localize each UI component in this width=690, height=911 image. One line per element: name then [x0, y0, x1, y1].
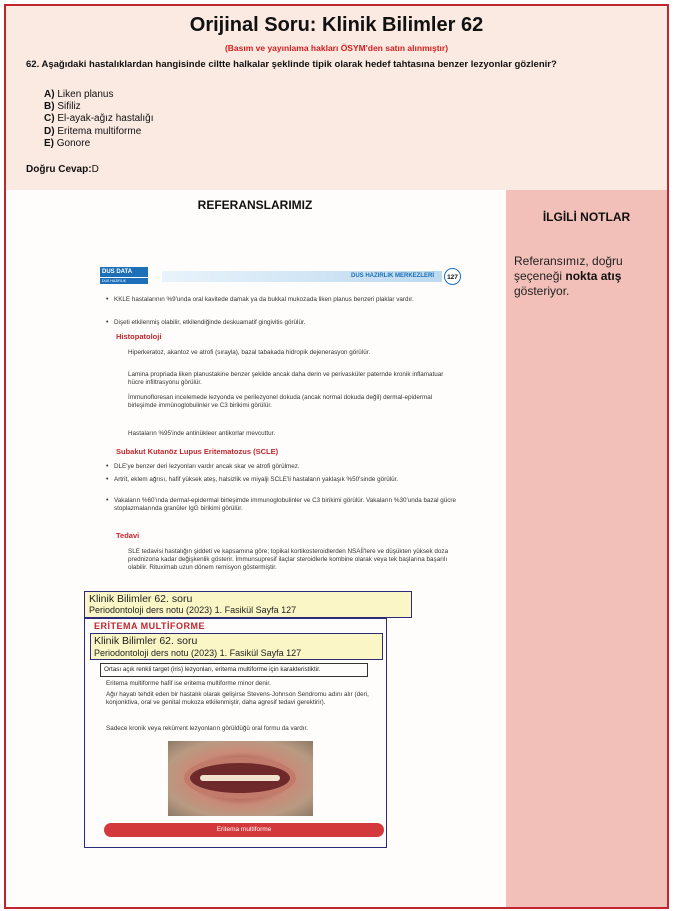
section-heading-histopatoloji: Histopatoloji: [116, 332, 162, 341]
book-page-scan: [92, 264, 467, 591]
references-heading: REFERANSLARIMIZ: [197, 198, 313, 212]
section-heading-eritema: ERİTEMA MULTİFORME: [94, 621, 205, 631]
paragraph: SLE tedavisi hastalığın şiddeti ve kapsamına göre; topikal kortikosteroidlerden NSAİİ'lere ve düşükten yüksek doza prednizona kadar değişkenlik gösterir. İmmunsupresif ilaçlar steroidlerle kombine olarak veya tek başlarına başarılı olabilir. Rituximab uzun dönem remisyon göstermiştir.: [128, 548, 449, 572]
paragraph: Hastaların %95'inde antinükleer antikorlar mevcuttur.: [128, 430, 276, 437]
notes-text: Referansımız, doğru şeçeneği nokta atış gösteriyor.: [514, 254, 623, 298]
paragraph: Eritema multiforme hafif ise eritema multiforme minor denir.: [106, 680, 271, 687]
photo-caption: Eritema multiforme: [104, 823, 384, 837]
section-heading-tedavi: Tedavi: [116, 531, 140, 540]
highlighted-sentence: Ortası açık renkli target (iris) lezyonları, eritema multiforme için karakteristiktir.: [100, 663, 368, 677]
option-c: C) El-ayak-ağız hastalığı: [44, 113, 154, 125]
option-b: B) Sifiliz: [44, 101, 81, 113]
bullet-item: • DLE'ye benzer deri lezyonları vardır ancak skar ve atrofi görülmez.: [114, 463, 459, 471]
bullet-item: • Artrit, eklem ağrısı, hafif yüksek ateş, halsizlik ve miyalji SCLE'li hastaların yaklaşık %50'sinde görülür.: [114, 476, 459, 484]
dusdata-logo: DUS DATA DUS HAZIRLIK MERKEZLERİ: [100, 267, 148, 285]
paragraph: Lamina propriada liken planustakine benzer şekilde ancak daha derin ve perivasküler paternde kronik inflamatuar hücre infiltrasyonu görülür.: [128, 371, 444, 387]
bullet-item: • KKLE hastalarının %9'unda oral kavitede damak ya da bukkal mukozada liken planus benzeri plaklar vardır.: [114, 296, 459, 304]
option-d: D) Eritema multiforme: [44, 125, 142, 137]
paragraph: Ağır hayatı tehdit eden bir hastalık olarak gelişirse Stevens-Johnson Sendromu adını alır (deri, konjonktiva, oral ve genital mukoza etkilenmiştir, daha agresif tedavi gerektirir).: [106, 691, 369, 707]
copyright-note: (Basım ve yayınlama hakları ÖSYM'den satın alınmıştır): [224, 43, 449, 53]
option-e: E) Gonore: [44, 137, 91, 149]
book-banner: DUS HAZIRLIK MERKEZLERİ: [162, 271, 442, 282]
section-heading-scle: Subakut Kutanöz Lupus Eritematozus (SCLE): [116, 447, 279, 456]
page-number: 127: [444, 268, 461, 285]
question-text: 62. Aşağıdaki hastalıklardan hangisinde ciltte halkalar şeklinde tipik olarak hedef tahtasına benzer lezyonlar gözlenir?: [26, 59, 557, 70]
page-title: Orijinal Soru: Klinik Bilimler 62: [189, 14, 484, 36]
paragraph: Hiperkeratoz, akantoz ve atrofi (sırayla), bazal tabakada hidropik dejenerasyon görülür.: [128, 349, 371, 356]
paragraph: İmmunofloresan incelemede lezyonda ve perilezyonel dokuda (ancak normal dokuda değil) dermal-epidermal birleşimde immünoglobulinler ve C3 birikimi görülür.: [128, 394, 433, 410]
lesion-photo: [168, 741, 313, 816]
correct-answer: Doğru Cevap:D: [26, 164, 99, 175]
notes-heading: İLGİLİ NOTLAR: [542, 210, 631, 224]
bullet-item: • Dişeti etkilenmiş olabilir, etkilendiğinde deskuamatif gingivitis görülür.: [114, 319, 459, 327]
option-a: A) Liken planus: [44, 89, 114, 100]
bullet-item: • Vakaların %60'ında dermal-epidermal birleşimde immunoglobulinler ve C3 birikimi görülür. Vakaların %30'unda bazal gücre stoplazmalarında granüler IgG birikimi görülür.: [114, 497, 459, 513]
reference-label: Klinik Bilimler 62. soru Periodontoloji ders notu (2023) 1. Fasikül Sayfa 127: [84, 591, 412, 618]
paragraph: Sadece kronik veya rekürrent lezyonların görüldüğü oral formu da vardır.: [106, 725, 308, 732]
reference-label: Klinik Bilimler 62. soru Periodontoloji ders notu (2023) 1. Fasikül Sayfa 127: [90, 633, 383, 660]
notes-panel: [506, 190, 667, 907]
book-page-header: [92, 264, 467, 288]
option-list: [44, 89, 154, 150]
question-panel: [6, 6, 667, 190]
lips-image: [190, 763, 290, 793]
